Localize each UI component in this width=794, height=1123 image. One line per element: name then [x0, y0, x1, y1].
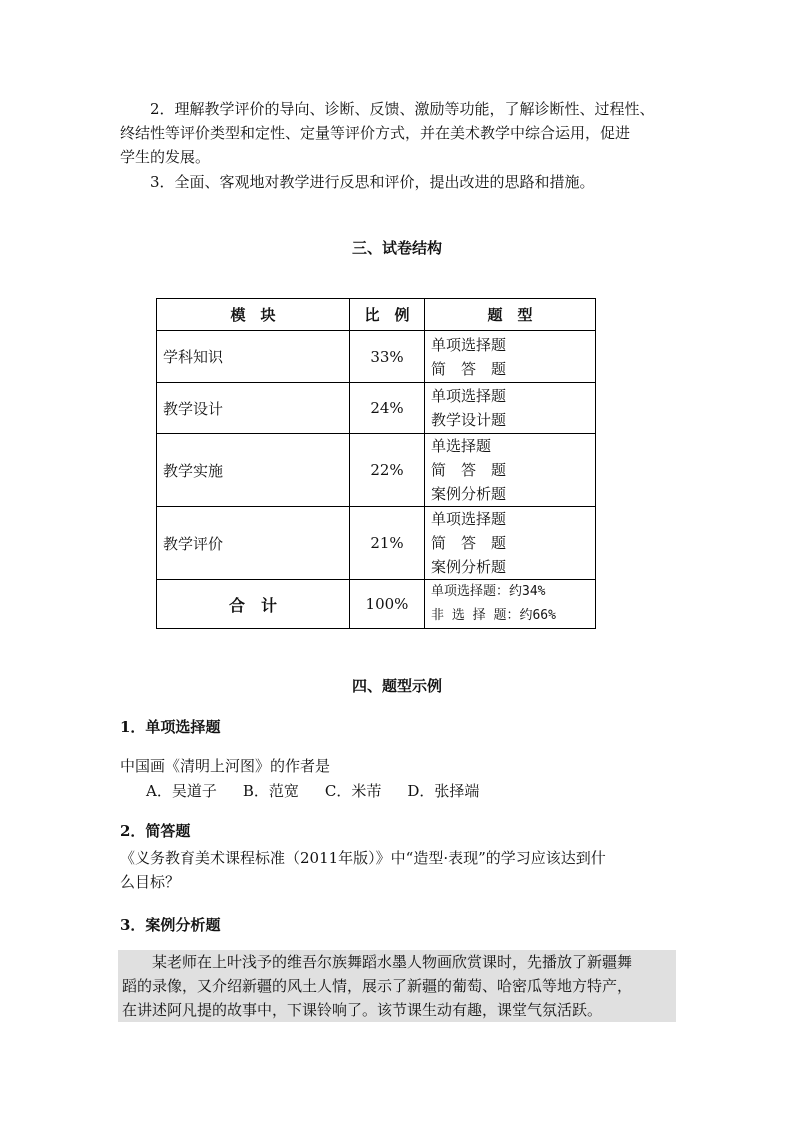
q2-line1: 《义务教育美术课程标准（2011年版）》中“造型·表现”的学习应该达到什	[120, 849, 606, 867]
header-ratio: 比 例	[350, 299, 425, 331]
intro-item3: 3．全面、客观地对教学进行反思和评价，提出改进的思路和措施。	[150, 173, 595, 191]
section3-title: 三、试卷结构	[351, 239, 442, 257]
exam-structure-table	[156, 298, 596, 629]
q1-stem: 中国画《清明上河图》的作者是	[120, 757, 331, 775]
table-row	[157, 507, 596, 580]
total-ratio: 100%	[350, 580, 425, 629]
option-b: B．范宽	[242, 782, 299, 800]
q3-line3: 在讲述阿凡提的故事中，下课铃响了。该节课生动有趣，课堂气氛活跃。	[122, 1001, 603, 1019]
case-text-box	[118, 950, 676, 1022]
table-total-row	[157, 580, 596, 629]
type-item: 单项选择题	[431, 335, 507, 354]
total-types-cell	[425, 580, 596, 629]
table-row	[157, 434, 596, 507]
type-item: 单项选择题：约34%	[431, 584, 546, 599]
intro-item2-line2: 终结性等评价类型和定性、定量等评价方式，并在美术教学中综合运用，促进	[120, 124, 631, 142]
q2-title: 2．简答题	[120, 822, 191, 840]
types-cell	[425, 331, 596, 383]
module-cell: 教学评价	[157, 507, 350, 580]
header-types: 题 型	[425, 299, 596, 331]
module-cell: 教学设计	[157, 383, 350, 434]
types-cell	[425, 383, 596, 434]
type-item: 案例分析题	[431, 485, 507, 503]
q1-title: 1．单项选择题	[120, 718, 221, 736]
table-row	[157, 383, 596, 434]
option-c: C．米芾	[324, 782, 382, 800]
header-module: 模 块	[157, 299, 350, 331]
q3-line1: 某老师在上叶浅予的维吾尔族舞蹈水墨人物画欣赏课时，先播放了新疆舞	[152, 953, 633, 971]
ratio-cell: 33%	[350, 331, 425, 383]
section4-title: 四、题型示例	[351, 677, 442, 695]
type-item: 单选择题	[431, 437, 492, 455]
q3-title: 3．案例分析题	[120, 916, 221, 934]
types-cell	[425, 434, 596, 507]
type-item: 案例分析题	[431, 558, 507, 576]
type-item: 单项选择题	[431, 387, 507, 405]
q2-line2: 么目标？	[120, 873, 181, 891]
intro-item2-line3: 学生的发展。	[120, 148, 211, 166]
ratio-cell: 21%	[350, 507, 425, 580]
type-item: 简 答 题	[431, 461, 507, 479]
q1-options	[146, 780, 505, 801]
table-header-row	[157, 299, 596, 331]
total-label: 合 计	[157, 580, 350, 629]
type-item: 单项选择题	[431, 510, 507, 528]
type-item: 教学设计题	[431, 411, 507, 429]
types-cell	[425, 507, 596, 580]
type-item: 简 答 题	[431, 534, 507, 552]
ratio-cell: 24%	[350, 383, 425, 434]
ratio-cell: 22%	[350, 434, 425, 507]
q3-line2: 蹈的录像，又介绍新疆的风土人情，展示了新疆的葡萄、哈密瓜等地方特产，	[122, 977, 633, 995]
option-d: D．张择端	[407, 782, 480, 800]
module-cell: 学科知识	[157, 331, 350, 383]
table-row	[157, 331, 596, 383]
module-cell: 教学实施	[157, 434, 350, 507]
type-item: 简 答 题	[431, 359, 507, 378]
intro-item2-line1: 2．理解教学评价的导向、诊断、反馈、激励等功能，了解诊断性、过程性、	[150, 100, 655, 118]
type-item: 非 选 择 题：约66%	[431, 608, 556, 623]
option-a: A．吴道子	[146, 782, 217, 800]
